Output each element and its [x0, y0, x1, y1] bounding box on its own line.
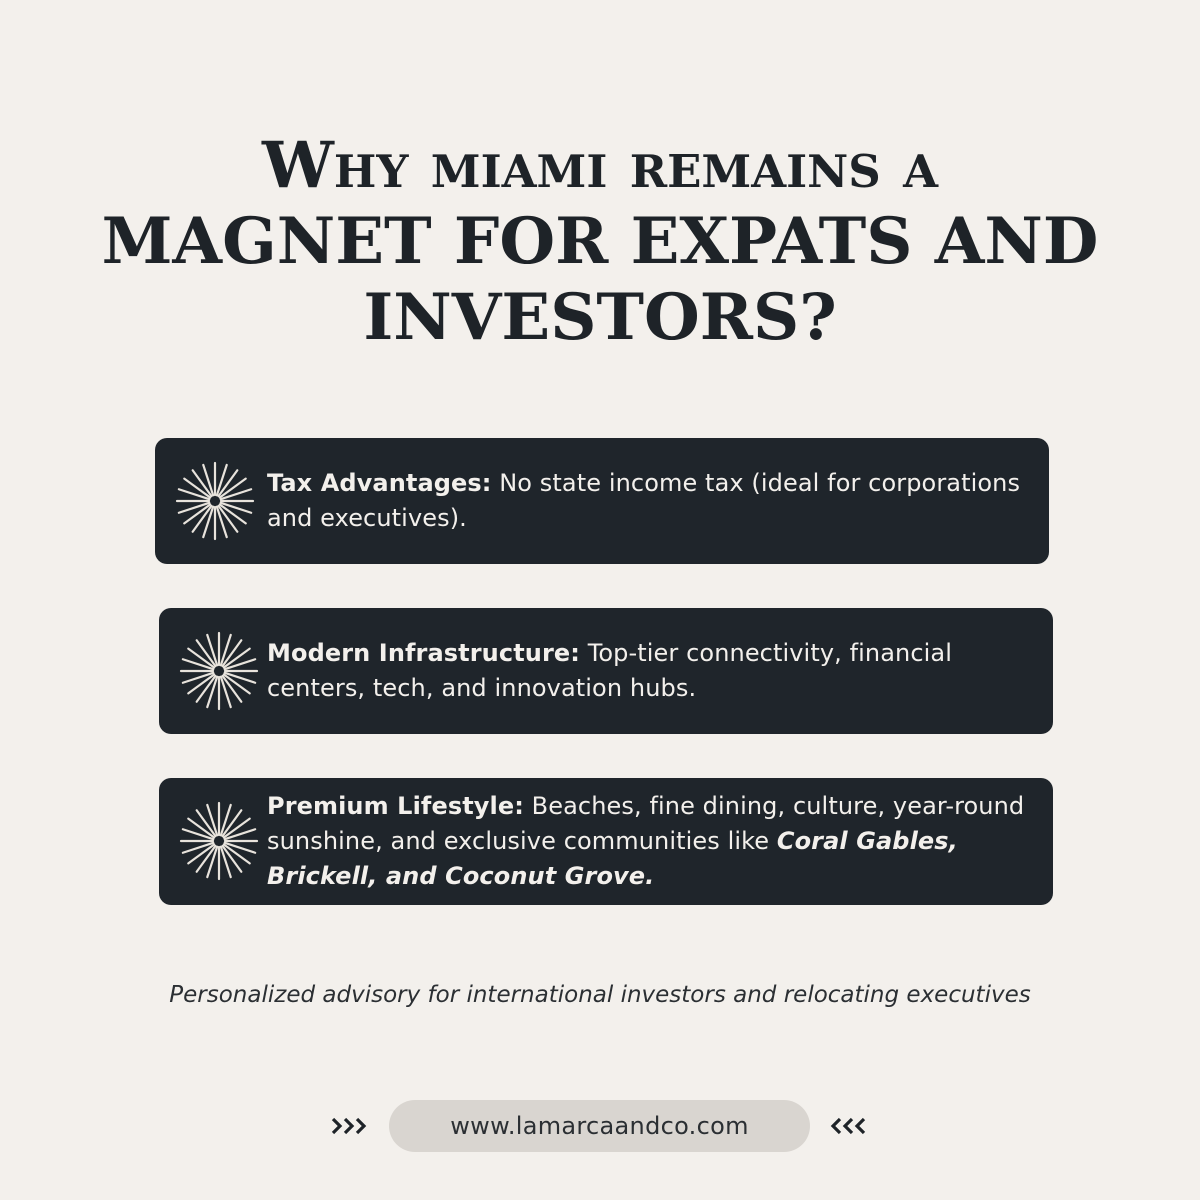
feature-card-tax-advantages: [155, 438, 1049, 564]
feature-description: Top-tier connectivity, financial centers, tech, and innovation hubs.: [267, 639, 952, 702]
feature-text: [267, 789, 1039, 894]
tagline: Personalized advisory for international investors and relocating executives: [169, 982, 1031, 1008]
title-line-1: Why miami remains a: [261, 128, 939, 203]
feature-text: [267, 466, 1035, 536]
feature-description: Beaches, fine dining, culture, year-round sunshine, and exclusive communities like: [267, 792, 1025, 855]
starburst-icon: [179, 631, 259, 711]
feature-highlight-neighborhoods: Coral Gables, Brickell, and Coconut Grove.: [267, 827, 958, 890]
feature-description: No state income tax (ideal for corporations and executives).: [267, 469, 1021, 532]
title-line-2: MAGNET FOR EXPATS AND: [101, 204, 1099, 279]
title-line-3: INVESTORS?: [363, 280, 837, 355]
feature-label: Modern Infrastructure:: [267, 639, 580, 667]
triple-chevron-right-icon: [330, 1112, 370, 1140]
feature-label: Tax Advantages:: [267, 469, 492, 497]
feature-text: [267, 636, 1039, 706]
starburst-icon: [179, 801, 259, 881]
triple-chevron-left-icon: [830, 1112, 870, 1140]
feature-card-premium-lifestyle: [159, 778, 1053, 905]
page-title: [0, 128, 1200, 356]
feature-label: Premium Lifestyle:: [267, 792, 524, 820]
starburst-icon: [175, 461, 255, 541]
website-url-link[interactable]: www.lamarcaandco.com: [389, 1100, 810, 1152]
feature-card-modern-infrastructure: [159, 608, 1053, 734]
